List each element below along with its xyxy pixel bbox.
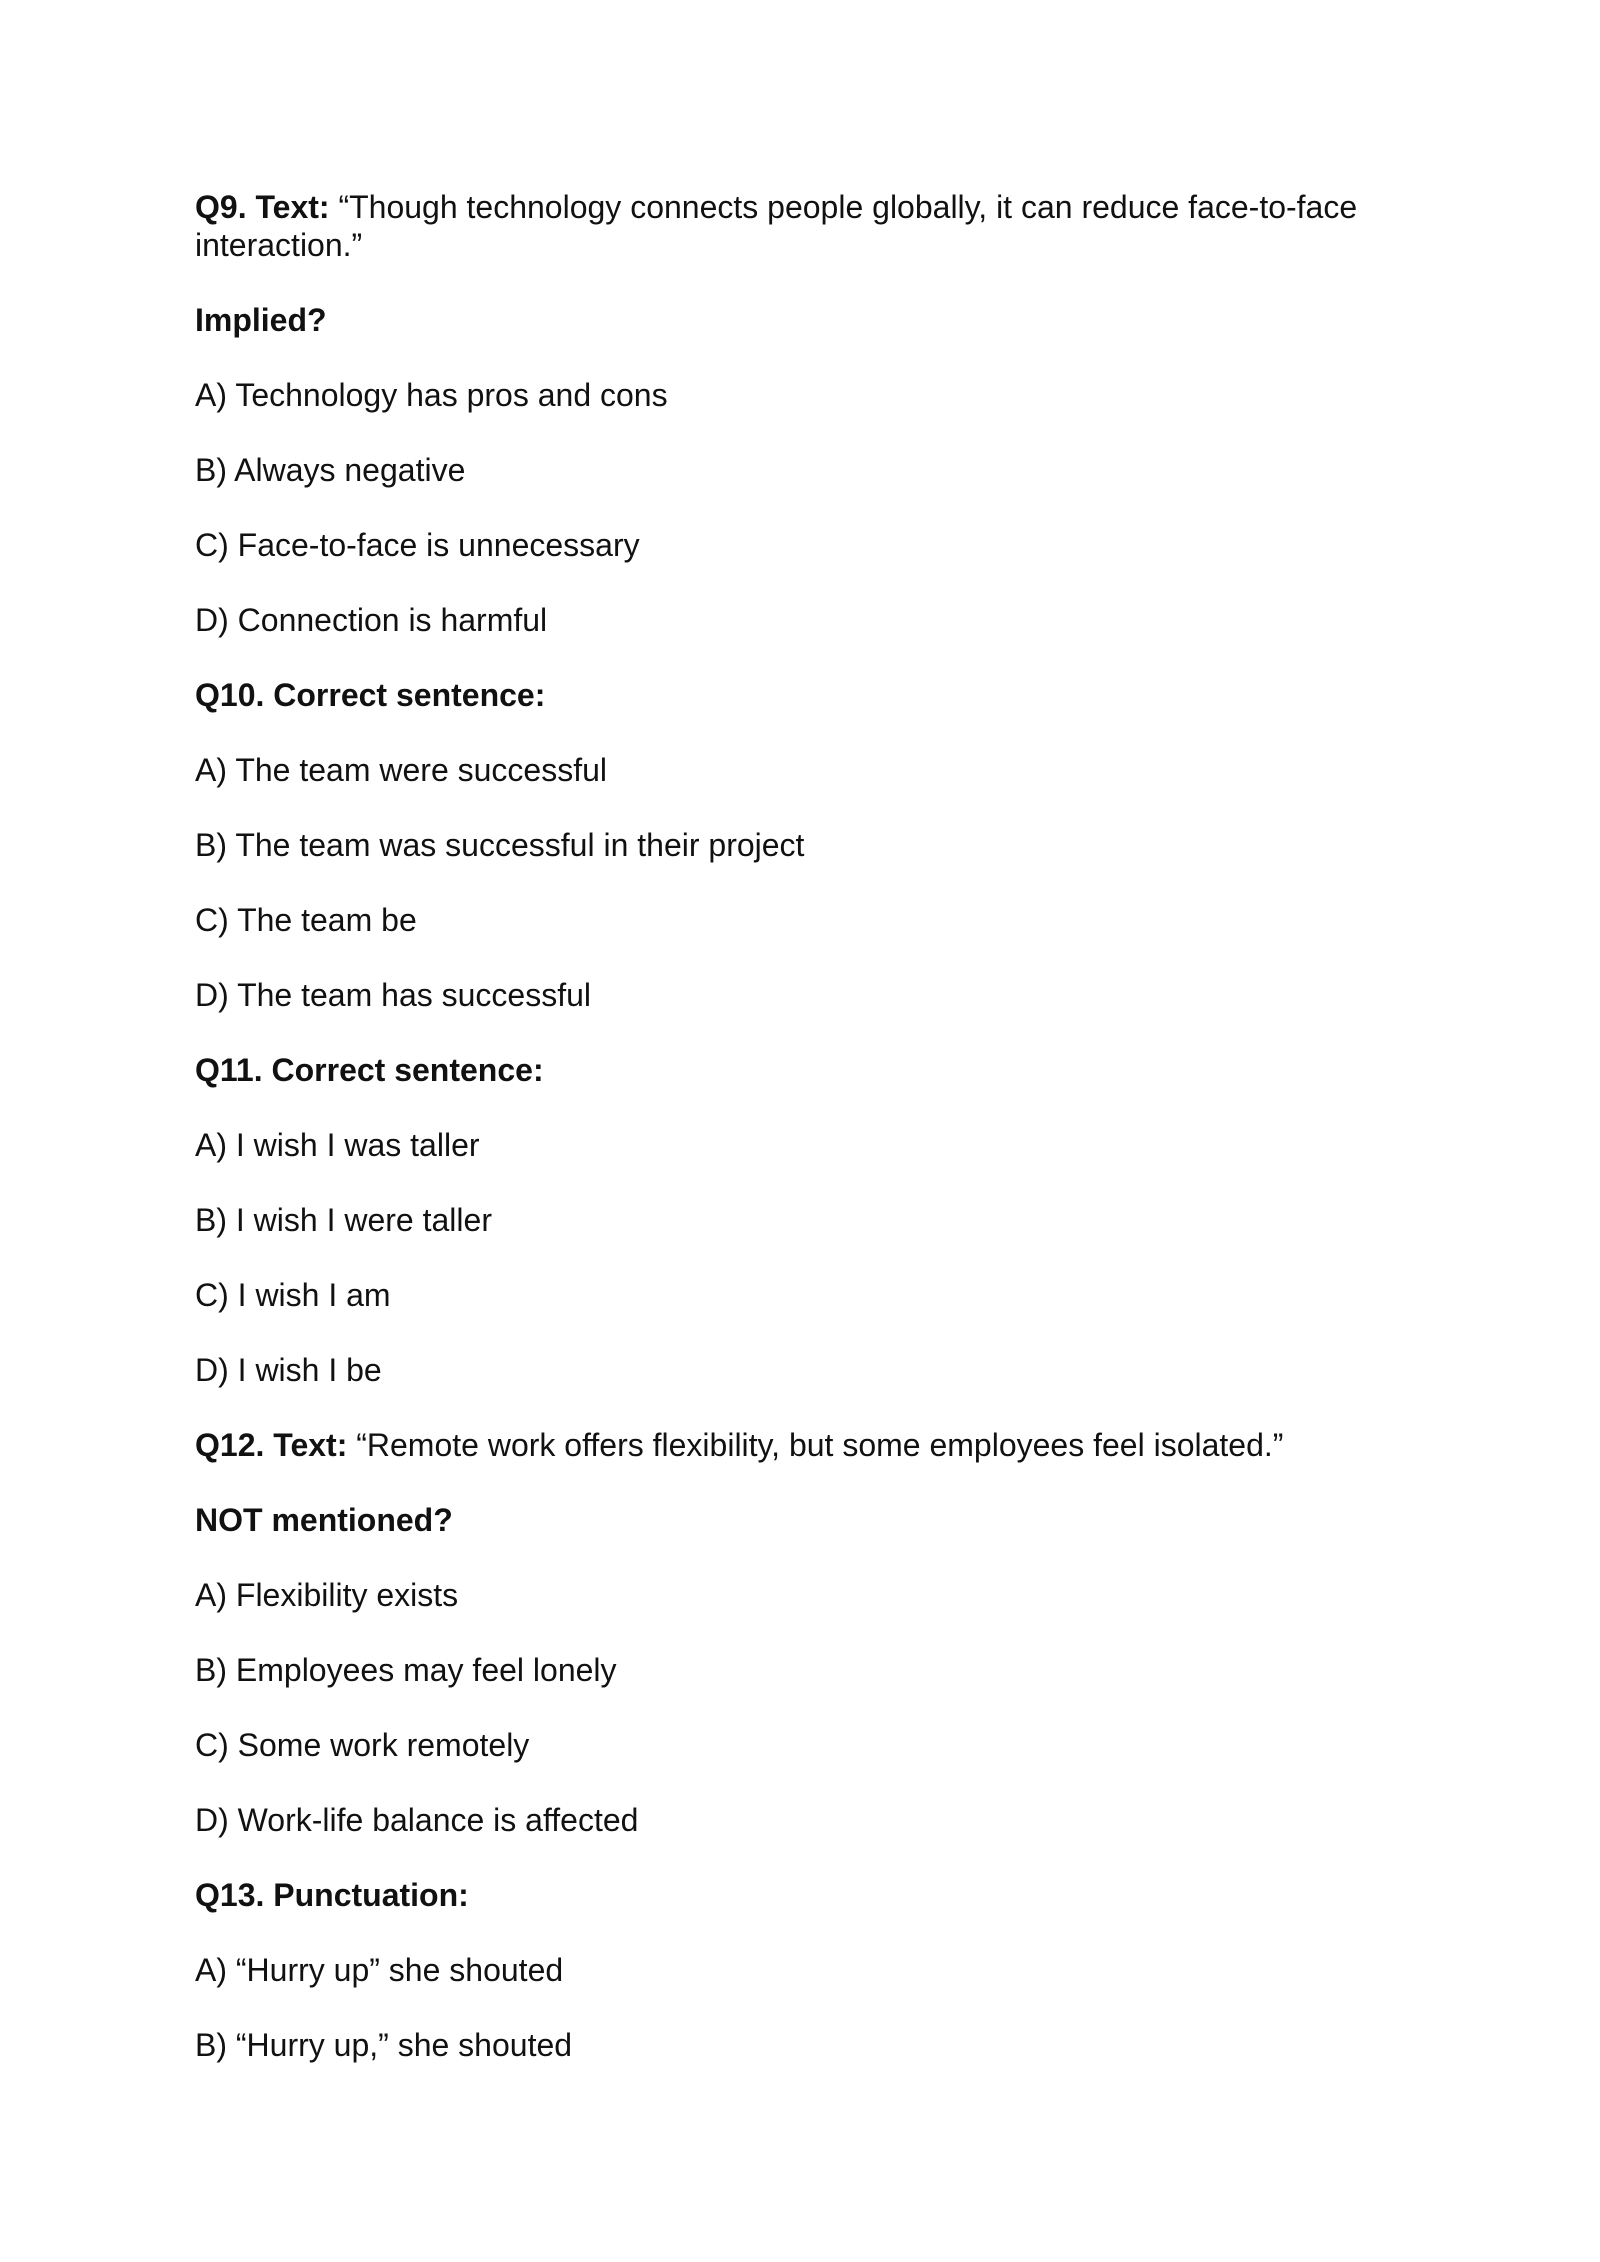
q9-option-d: D) Connection is harmful bbox=[195, 602, 548, 638]
q12-prompt: NOT mentioned? bbox=[195, 1502, 453, 1538]
q11-option-b: B) I wish I were taller bbox=[195, 1202, 492, 1238]
q11-label: Q11. Correct sentence: bbox=[195, 1052, 544, 1088]
q9-option-b: B) Always negative bbox=[195, 452, 466, 488]
q9-option-c: C) Face-to-face is unnecessary bbox=[195, 527, 640, 563]
q12-option-d: D) Work-life balance is affected bbox=[195, 1802, 639, 1838]
q10-label: Q10. Correct sentence: bbox=[195, 677, 546, 713]
q12-text bbox=[195, 1426, 1415, 1464]
q11-option-d: D) I wish I be bbox=[195, 1352, 382, 1388]
document-page bbox=[195, 188, 1415, 2101]
q12-quote: “Remote work offers flexibility, but some employees feel isolated.” bbox=[347, 1427, 1284, 1463]
q13-option-a: A) “Hurry up” she shouted bbox=[195, 1952, 564, 1988]
q10-option-d: D) The team has successful bbox=[195, 977, 592, 1013]
q13-option-b: B) “Hurry up,” she shouted bbox=[195, 2027, 573, 2063]
q12-option-c: C) Some work remotely bbox=[195, 1727, 530, 1763]
q9-label: Q9. Text: bbox=[195, 189, 330, 225]
q9-text bbox=[195, 188, 1415, 264]
q11-option-c: C) I wish I am bbox=[195, 1277, 391, 1313]
q9-prompt: Implied? bbox=[195, 302, 327, 338]
q12-option-a: A) Flexibility exists bbox=[195, 1577, 459, 1613]
q11-option-a: A) I wish I was taller bbox=[195, 1127, 480, 1163]
q10-option-b: B) The team was successful in their project bbox=[195, 827, 805, 863]
q12-label: Q12. Text: bbox=[195, 1427, 348, 1463]
q9-option-a: A) Technology has pros and cons bbox=[195, 377, 668, 413]
q10-option-c: C) The team be bbox=[195, 902, 417, 938]
q9-quote: “Though technology connects people globally, it can reduce face-to-face interaction.” bbox=[195, 189, 1358, 263]
q12-option-b: B) Employees may feel lonely bbox=[195, 1652, 617, 1688]
q13-label: Q13. Punctuation: bbox=[195, 1877, 469, 1913]
q10-option-a: A) The team were successful bbox=[195, 752, 608, 788]
